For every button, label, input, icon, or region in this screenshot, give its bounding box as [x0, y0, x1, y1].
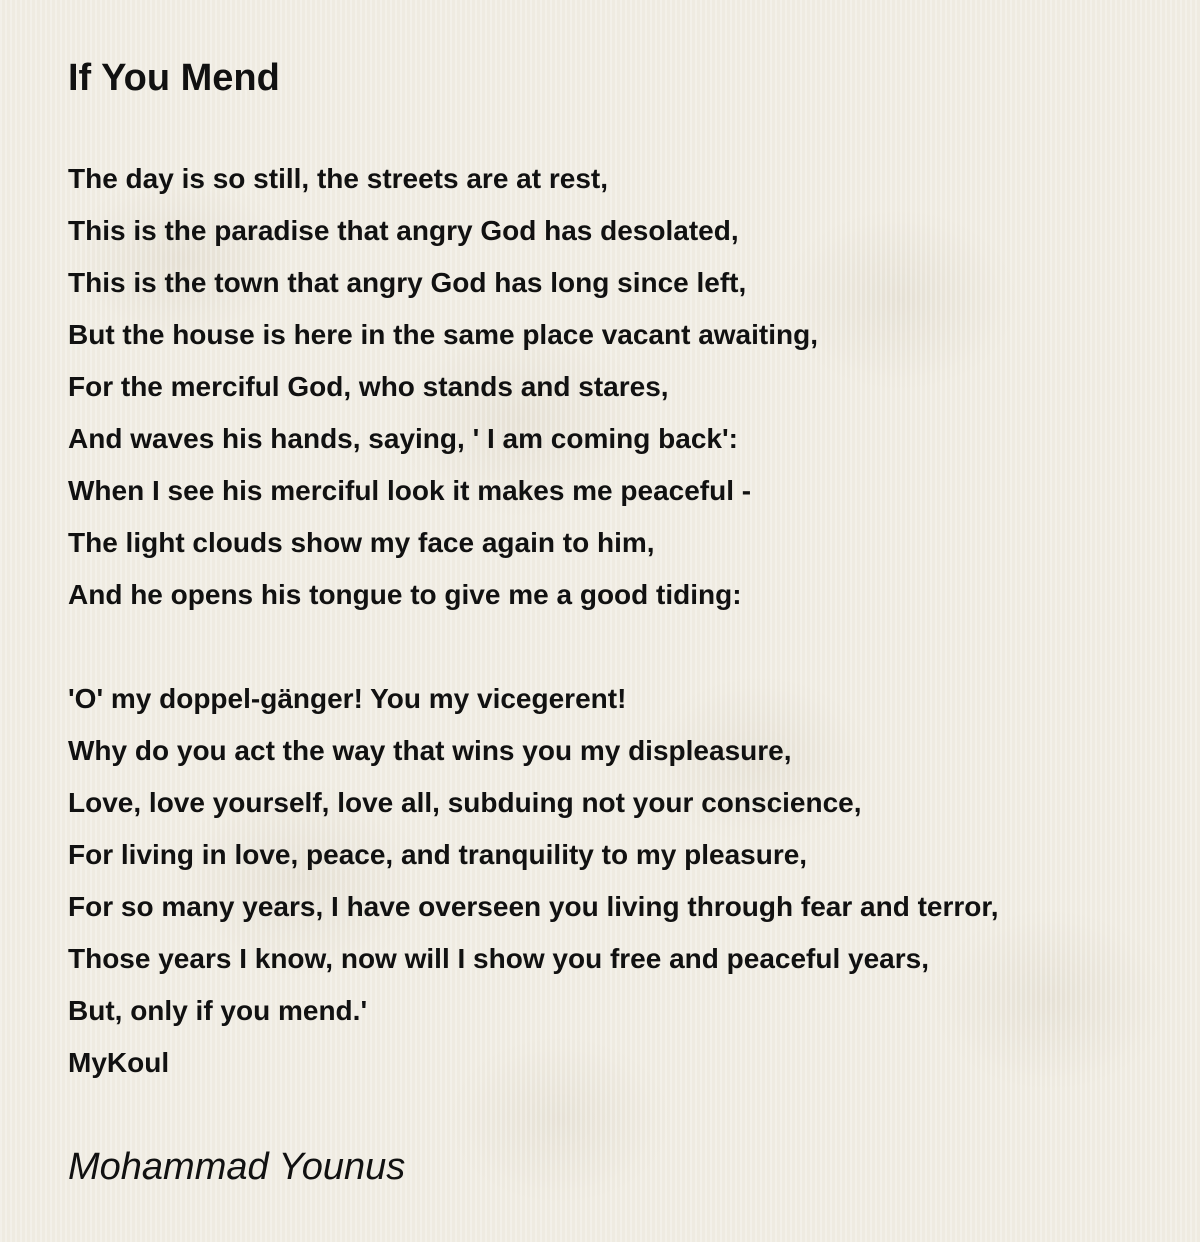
- poem-line: For living in love, peace, and tranquility to my pleasure,: [68, 839, 808, 870]
- poem-stanza-1: [68, 153, 1188, 621]
- poem-body: [68, 153, 1188, 1089]
- poem-line: This is the town that angry God has long since left,: [68, 267, 747, 298]
- poem-line: When I see his merciful look it makes me peaceful -: [68, 475, 752, 506]
- poem-line: But, only if you mend.': [68, 995, 368, 1026]
- poem-line: The day is so still, the streets are at rest,: [68, 163, 608, 194]
- poem-line: But the house is here in the same place vacant awaiting,: [68, 319, 818, 350]
- poem-line: Why do you act the way that wins you my displeasure,: [68, 735, 792, 766]
- poem-line: The light clouds show my face again to him,: [68, 527, 655, 558]
- poem-line: For the merciful God, who stands and stares,: [68, 371, 669, 402]
- poem-signature-line: MyKoul: [68, 1047, 170, 1078]
- poem-title: If You Mend: [68, 57, 280, 99]
- poem-line: And he opens his tongue to give me a good tiding:: [68, 579, 742, 610]
- poem-line: And waves his hands, saying, ' I am coming back':: [68, 423, 738, 454]
- poem-author: Mohammad Younus: [68, 1146, 406, 1188]
- poem-line: For so many years, I have overseen you living through fear and terror,: [68, 891, 999, 922]
- poem-line: Love, love yourself, love all, subduing not your conscience,: [68, 787, 862, 818]
- poem-line: This is the paradise that angry God has desolated,: [68, 215, 739, 246]
- poem-line: 'O' my doppel-gänger! You my vicegerent!: [68, 683, 627, 714]
- poem-line: Those years I know, now will I show you free and peaceful years,: [68, 943, 929, 974]
- poem-stanza-2: [68, 673, 1188, 1089]
